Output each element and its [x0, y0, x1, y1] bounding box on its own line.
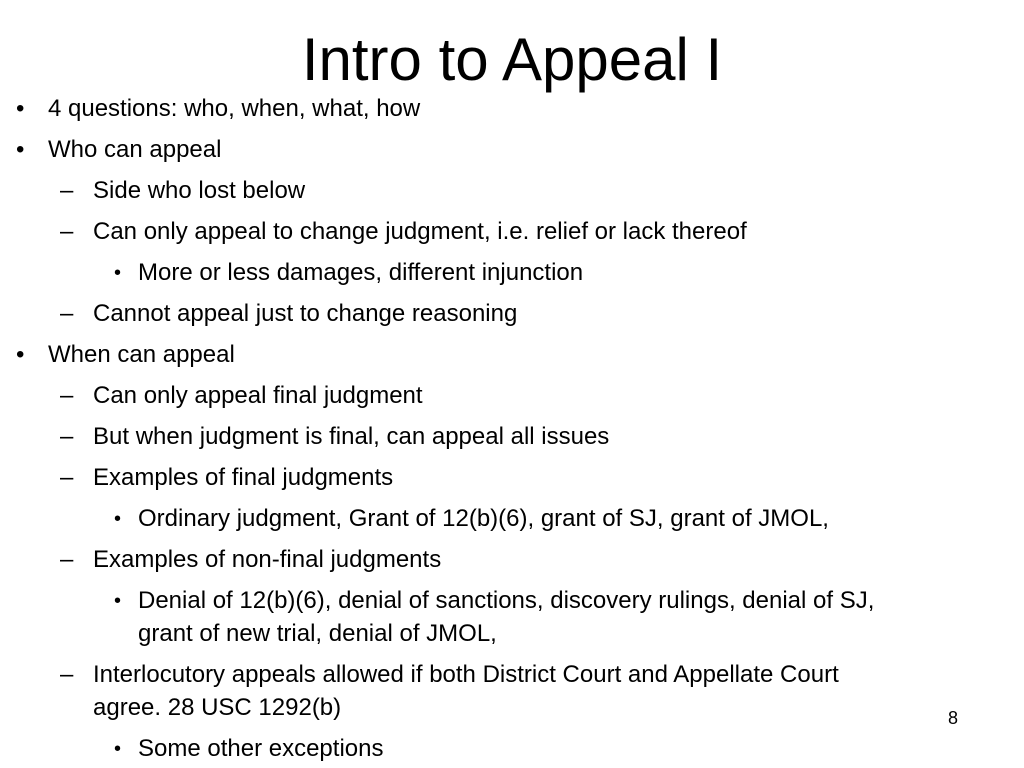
bullet-text: Examples of final judgments — [93, 464, 394, 491]
bullet-text: Can only appeal to change judgment, i.e. relief or lack thereof — [93, 218, 747, 245]
dash-marker: – — [60, 218, 74, 245]
bullet-text: More or less damages, different injunction — [138, 259, 584, 286]
bullet-marker: • — [114, 262, 122, 284]
bullet-text: Some other exceptions — [138, 735, 384, 762]
dash-marker: – — [60, 177, 74, 204]
dash-marker: – — [60, 382, 74, 409]
bullet-text: Cannot appeal just to change reasoning — [93, 300, 518, 327]
bullet-text: Can only appeal final judgment — [93, 382, 423, 409]
dash-marker: – — [60, 300, 74, 327]
bullet-marker: • — [16, 341, 25, 368]
bullet-text: Side who lost below — [93, 177, 306, 204]
bullet-text: 4 questions: who, when, what, how — [48, 95, 421, 122]
dash-marker: – — [60, 661, 74, 688]
bullet-text: When can appeal — [48, 341, 235, 368]
dash-marker: – — [60, 464, 74, 491]
bullet-text: Who can appeal — [48, 136, 222, 163]
dash-marker: – — [60, 423, 74, 450]
bullet-marker: • — [114, 738, 122, 760]
dash-marker: – — [60, 546, 74, 573]
bullet-text: Denial of 12(b)(6), denial of sanctions, discovery rulings, denial of SJ, — [138, 587, 875, 614]
bullet-marker: • — [114, 590, 122, 612]
bullet-text-continuation: agree. 28 USC 1292(b) — [93, 694, 342, 721]
bullet-marker: • — [16, 136, 25, 163]
slide-number: 8 — [948, 708, 959, 728]
bullet-marker: • — [16, 95, 25, 122]
bullet-text-continuation: grant of new trial, denial of JMOL, — [138, 620, 497, 647]
bullet-text: But when judgment is final, can appeal all issues — [93, 423, 610, 450]
bullet-marker: • — [114, 508, 122, 530]
bullet-text: Ordinary judgment, Grant of 12(b)(6), grant of SJ, grant of JMOL, — [138, 505, 829, 532]
bullet-text: Interlocutory appeals allowed if both District Court and Appellate Court — [93, 661, 839, 688]
bullet-text: Examples of non-final judgments — [93, 546, 442, 573]
slide-title: Intro to Appeal I — [301, 26, 723, 93]
